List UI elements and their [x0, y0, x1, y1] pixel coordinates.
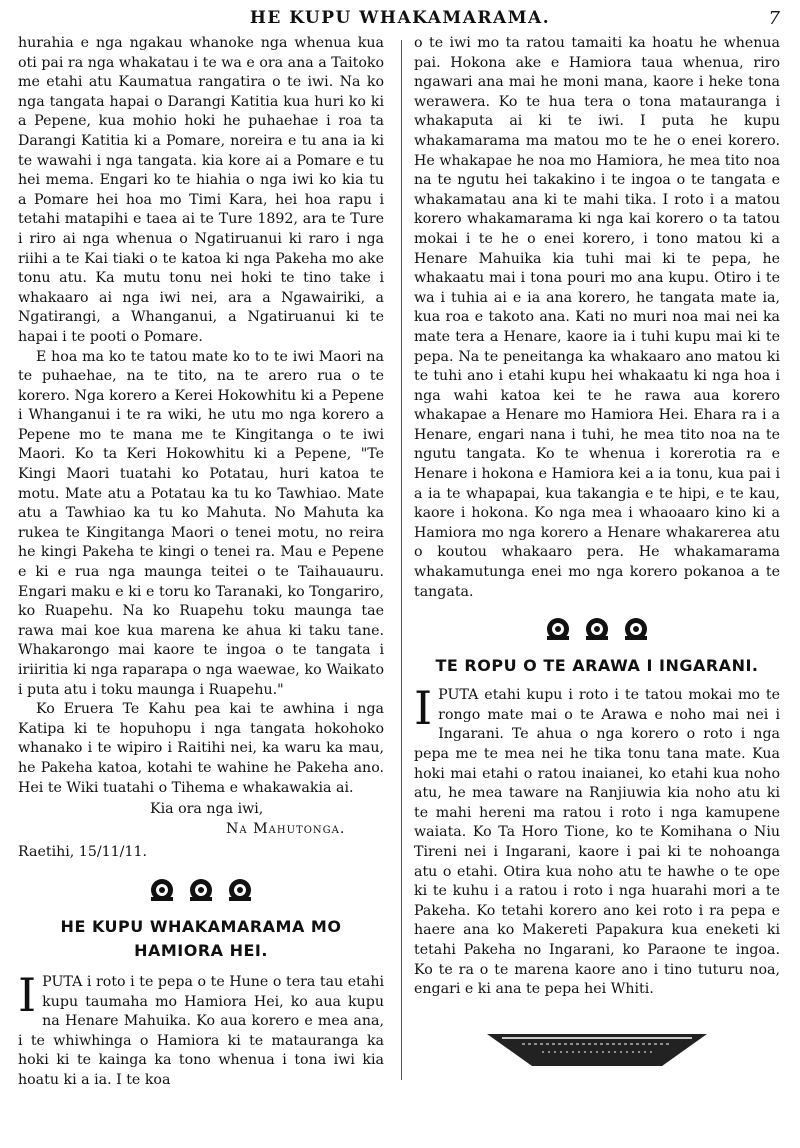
- article-paragraph: PUTA etahi kupu i roto i te tatou mokai mo te rongo mate mai o te Arawa e noho mai nei i Ingarani. Te ahua o nga korero o roto i nga pepa me te mea nei he tika tonu tana mate. Kua hoki mai etahi o ratou inaianei, ko etahi kua noho atu, he mea taware na Ranjiuwia kia noho atu ki te mahi hereni ma ratou i roto i nga kamupene waiata. Ko Ta Horo Tione, ko te Komihana o Niu Tireni nei i Ingarani, kaore i pai ki te nohoanga atu o etahi. Otira kua noho atu te hawhe o te ope ki te kuhu i a ratou i roto i nga huarahi mori a te Pakeha. Ko tetahi korero ano kei roto i ra pepa e haere ana ko Makereti Papakura kua eneketi ki tetahi Pakeha no Ingarani, ko Paraone te ingoa. Ko te ra o te marena kaore ano i tino tuturu noa, engari e ki ana te pepa hei Whiti.: [414, 687, 780, 998]
- article-paragraph: PUTA i roto i te pepa o te Hune o tera tau etahi kupu taumaha mo Hamiora Hei, ko aua kupu na Henare Mahuika. Ko aua korero e mea ana, i te whiwhinga o Hamiora ki te matauranga ka hoki ki te kainga ka tono whenua i tona iwi kia hoatu ki a ia. I te koa: [18, 973, 384, 1088]
- page-number: 7: [768, 8, 780, 29]
- tailpiece-ornament: [414, 1030, 780, 1077]
- author-signature: Na Mahutonga.: [226, 820, 346, 837]
- flower-ornament-icon: [227, 877, 253, 903]
- flower-ornament-icon: [188, 877, 214, 903]
- ornament-divider: [18, 877, 384, 905]
- section-heading: HE KUPU WHAKAMARAMA MO HAMIORA HEI.: [60, 916, 342, 960]
- article-paragraph: E hoa ma ko te tatou mate ko to te iwi Maori na te puhaehae, na te tito, na te arero rua o te korero. Nga korero a Kerei Hokowhitu ki a Pepene i Whanganui i te ra wiki, he utu mo nga korero a Pepene mo te mana me te Kingitanga o te iwi Maori. Ko ta Keri Hokowhitu ki a Pepene, "Te Kingi Maori tuatahi ko Potatau, huri katoa te motu. Mate atu a Potatau ka tu ko Tawhiao. Mate atu a Tawhiao ka tu ko Mahuta. No Mahuta ka rukea te Kingitanga Maori o tenei motu, no reira he kingi Pakeha te kingi o tenei ra. Mau e Pepene e ki e rua nga maunga teitei o te Taihauauru. Engari maku e ki e toru ko Taranaki, ko Tongariro, ko Ruapehu. Na ko Ruapehu toku maunga tae rawa mai koe kua marena ke ahua ki taku tane. Whakarongo mai kaore te ingoa o te tangata i iriiritia ki nga raparapa o nga waewae, ko Waikato i puta atu i toku maunga i Ruapehu.": [18, 348, 384, 698]
- right-column: [414, 34, 780, 1076]
- flower-ornament-icon: [149, 877, 175, 903]
- flower-ornament-icon: [623, 616, 649, 642]
- article-paragraph: o te iwi mo ta ratou tamaiti ka hoatu he whenua pai. Hokona ake e Hamiora taua whenua, riro ngawari ana mai he moni mana, kaore i heke tona werawera. Ko te hua tera o tona matauranga i whakaputa ai ki te iwi. I puta he kupu whakamarama ma matou mo te he o enei korero. He whakapae he noa mo Hamiora, he mea tito noa na te ngutu hei takakino i te ingoa o te tangata e whakamatau ana ki te mahi tika. I roto i a matou korero whakamarama ki nga kai korero o ta tatou mokai i te he o enei korero, i tono matou ki a Henare Mahuika kia tuhi mai ki te pepa, he whakaatu mai i tona pouri mo ana kupu. Otiro i te wa i tuhia ai e ia ana korero, he tangata mate ia, kua roa e takoto ana. Kati no muri noa mai nei ka mate tera a Henare, kaore ia i tuhi kupu mai ki te pepa. Na te peneitanga ka whakaaro ano matou ki te tuhi ano i etahi kupu hei whakaatu ki nga hoa i nga wahi katoa kei te he rawa aua korero whakapae a Henare mo Hamiora Hei. Ehara ra i a Henare, engari nana i tuhi, he mea tito noa na te ngutu tangata. Ko te whenua i korerotia ra e Henare i hokona e Hamiora kei a ia tonu, kua pai i a ia te whapapai, kua takangia e te hipi, e te kau, kaore i hokona. Ko nga mea i whaoaaro kino ki a Hamiora mo nga korero a Henare whakarerea atu o koutou whakaaro pera. He whakamarama whakamutunga enei mo nga korero pokanoa a te tangata.: [414, 35, 780, 600]
- dropcap-paragraph: [18, 967, 384, 1091]
- closing-greeting: Kia ora nga iwi,: [150, 801, 264, 818]
- letter-signoff: [18, 800, 384, 863]
- dropcap-paragraph: [414, 681, 780, 1000]
- flower-ornament-icon: [584, 616, 610, 642]
- article-paragraph: hurahia e nga ngakau whanoke nga whenua kua oti pai ra nga whakatau i te wa e ora ana a Taitoko me etahi atu Kaumatua rangatira o te iwi. Na ko nga tangata hapai o Darangi Katitia kua huri ko ki a Pepene, kua mohio hoki he puhaehae i roa ta Darangi Katitia ki a Pomare, noreira e tu ana ia ki te wawahi i nga tangata. kia kore ai a Pomare e tu hei mema. Engari ko te hiahia o nga iwi ko kia tu a Pomare hei hoa mo Timi Kara, hei hoa rapu i tetahi matapihi e taea ai te Ture 1892, ara te Ture i riro ai nga whenua o Ngatiruanui ki raro i nga riihi a te Kai tiaki o te katoa ki nga Pakeha mo ake tonu atu. Ka mutu tonu nei hoki te tino take i whakaaro ai nga iwi nei, ara a Ngawairiki, a Ngatirangi, a Whanganui, a Ngatiruanui ki te hapai i te pooti o Pomare.: [18, 35, 384, 345]
- running-header: [0, 6, 800, 32]
- section-heading: TE ROPU O TE ARAWA I INGARANI.: [435, 656, 759, 676]
- article-paragraph: Ko Eruera Te Kahu pea kai te awhina i nga Katipa ki te hopuhopu i nga tangata hokohoko whanako i te wipiro i Raitihi nei, ka waru ka mau, he Pakeha katoa, kotahi te wahine he Pakeha ano. Hei te Wiki tuatahi o Tihema e whakawakia ai.: [18, 701, 384, 796]
- running-title: HE KUPU WHAKAMARAMA.: [249, 8, 551, 28]
- left-column: [18, 34, 384, 1091]
- column-rule: [401, 40, 402, 1080]
- dateline: Raetihi, 15/11/11.: [18, 844, 148, 861]
- tailpiece-ornament-icon: [482, 1030, 712, 1070]
- ornament-divider: [414, 616, 780, 644]
- flower-ornament-icon: [545, 616, 571, 642]
- drop-cap: I: [18, 967, 37, 1022]
- drop-cap: I: [414, 681, 433, 736]
